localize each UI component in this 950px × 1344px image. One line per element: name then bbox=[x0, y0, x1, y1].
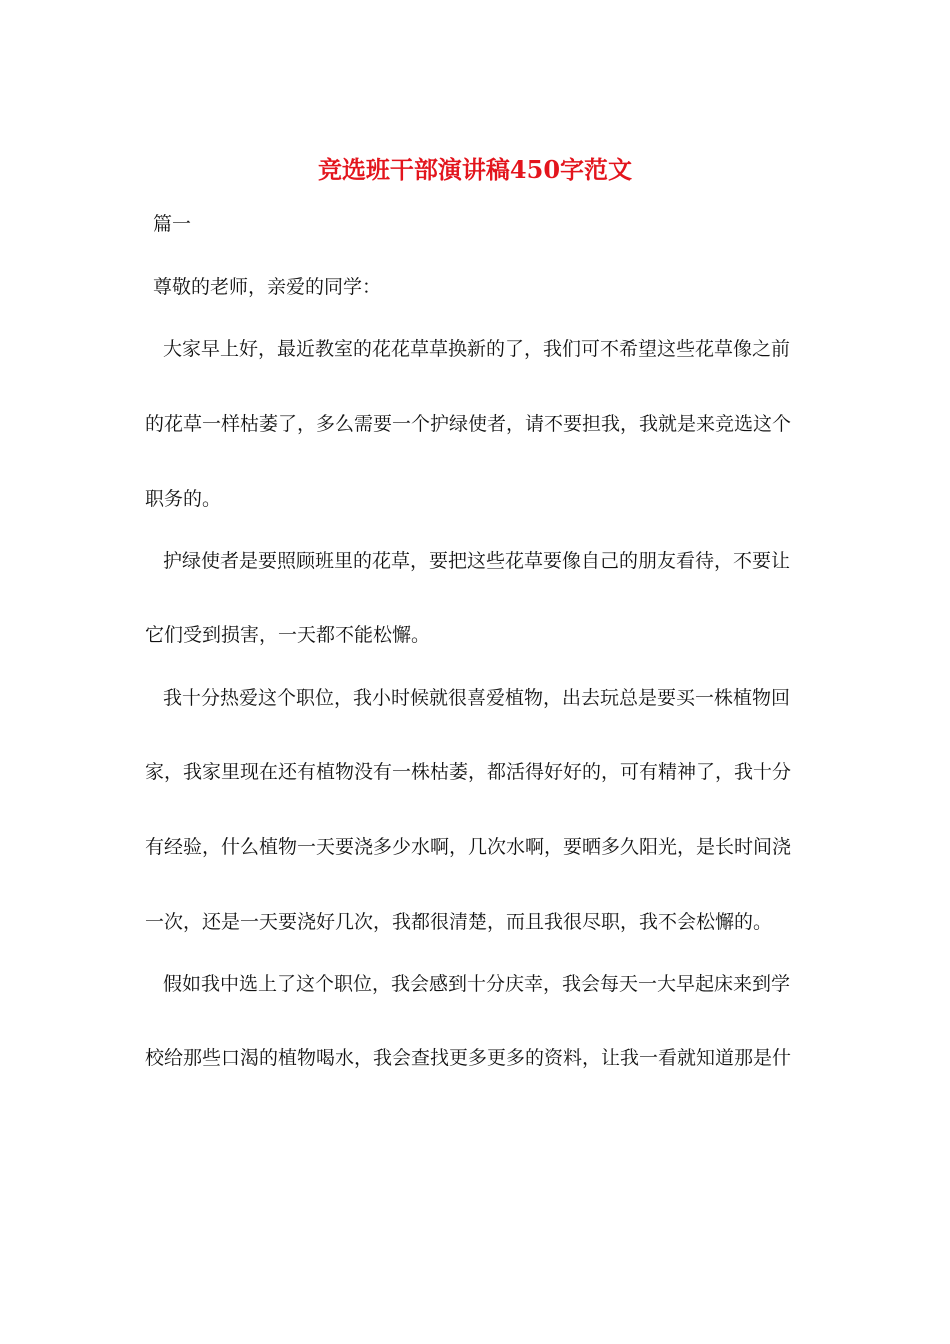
paragraph-line: 校给那些口渴的植物喝水，我会查找更多更多的资料，让我一看就知道那是什 bbox=[145, 1047, 792, 1069]
paragraph-line: 我十分热爱这个职位，我小时候就很喜爱植物，出去玩总是要买一株植物回 bbox=[163, 687, 791, 709]
salutation: 尊敬的老师，亲爱的同学： bbox=[153, 276, 382, 298]
paragraph-line: 有经验，什么植物一天要浇多少水啊，几次水啊，要晒多久阳光，是长时间浇 bbox=[145, 836, 792, 858]
paragraph-line: 护绿使者是要照顾班里的花草，要把这些花草要像自己的朋友看待，不要让 bbox=[163, 550, 791, 572]
paragraph-line: 假如我中选上了这个职位，我会感到十分庆幸，我会每天一大早起床来到学 bbox=[163, 973, 791, 995]
paragraph-line: 职务的。 bbox=[145, 488, 222, 510]
section-heading: 篇一 bbox=[153, 213, 192, 235]
document-title: 竞选班干部演讲稿450字范文 bbox=[317, 155, 633, 184]
paragraph-line: 一次，还是一天要浇好几次，我都很清楚，而且我很尽职，我不会松懈的。 bbox=[145, 911, 773, 933]
paragraph-line: 大家早上好，最近教室的花花草草换新的了，我们可不希望这些花草像之前 bbox=[163, 338, 791, 360]
paragraph-line: 的花草一样枯萎了，多么需要一个护绿使者，请不要担我，我就是来竞选这个 bbox=[145, 413, 792, 435]
paragraph-line: 家，我家里现在还有植物没有一株枯萎，都活得好好的，可有精神了，我十分 bbox=[145, 761, 792, 783]
paragraph-line: 它们受到损害，一天都不能松懈。 bbox=[145, 624, 431, 646]
